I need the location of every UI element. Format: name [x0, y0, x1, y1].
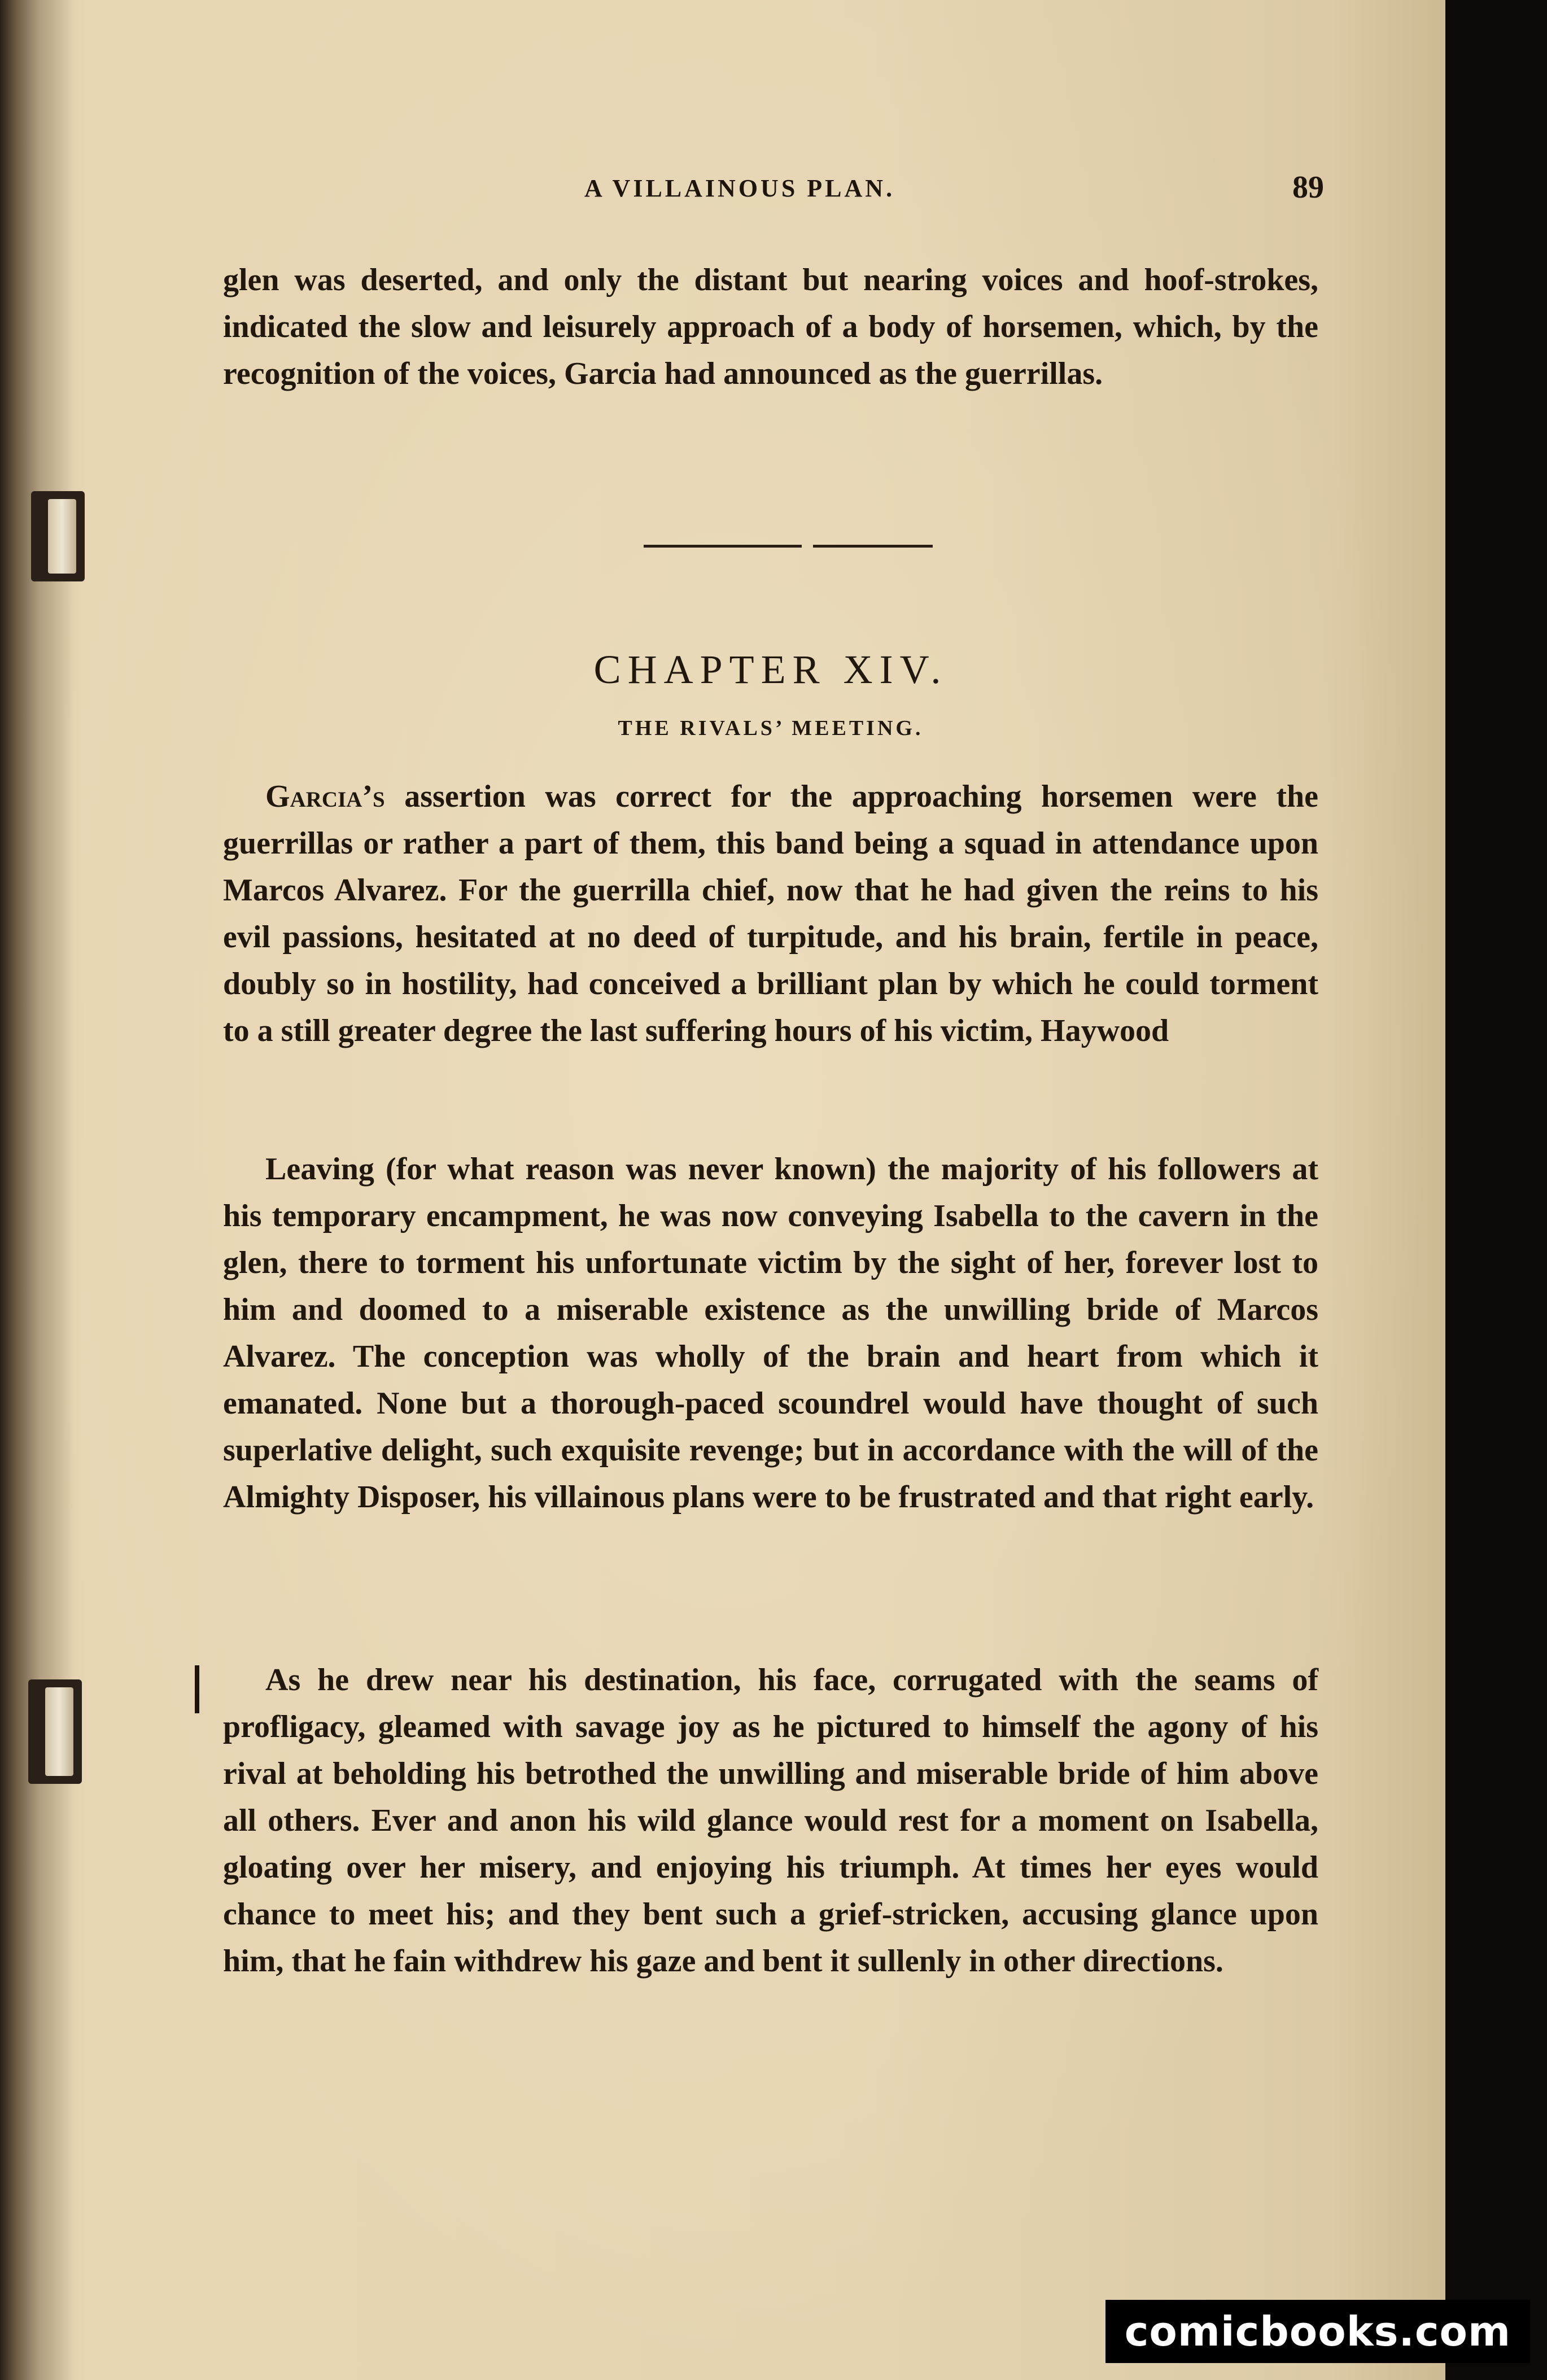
running-head	[223, 169, 1324, 215]
paragraph-2	[223, 773, 1318, 1055]
paragraph-2-body: assertion was correct for the approaching horsemen were the guerrillas or rather a part of them, this band being a squad in attendance upon Marcos Alvarez. For the guerrilla chief, now that he had given the reins to his evil passions, hesitated at no deed of turpitude, and his brain, fertile in peace, doubly so in hostility, had conceived a brilliant plan by which he could torment to a still greater degree the last suffering hours of his victim, Haywood	[223, 779, 1318, 1048]
chapter-title: CHAPTER XIV.	[593, 647, 948, 692]
section-rule-left	[644, 545, 802, 548]
page-number: 89	[1292, 170, 1324, 205]
spine-shadow	[0, 0, 73, 2380]
paragraph-1: glen was deserted, and only the distant but nearing voices and hoof-strokes, indicated the slow and leisurely approach of a body of horsemen, which, by the recognition of the voices, Garcia had announced as the guerrillas.	[223, 262, 1318, 391]
margin-mark	[195, 1665, 199, 1713]
binding-tab-bottom	[28, 1679, 82, 1784]
chapter-subtitle: THE RIVALS’ MEETING.	[618, 716, 924, 740]
paragraph-3: Leaving (for what reason was never known) the majority of his followers at his temporary encampment, he was now conveying Isabella to the cavern in the glen, there to torment his unfortunate victim by the sight of her, forever lost to him and doomed to a miserable existence as the unwilling bride of Marcos Alvarez. The conception was wholly of the brain and heart from which it emanated. None but a thorough-paced scoundrel would have thought of such superlative delight, such exquisite revenge; but in accordance with the will of the Almighty Disposer, his villainous plans were to be frustrated and that right early.	[223, 1152, 1318, 1515]
running-head-title: A VILLAINOUS PLAN.	[584, 174, 895, 202]
paragraph-2-lead: Garcia’s	[265, 779, 385, 814]
section-rule-right	[813, 545, 933, 548]
paragraph-4: As he drew near his destination, his face, corrugated with the seams of profligacy, gleamed with savage joy as he pictured to himself the agony of his rival at beholding his betrothed the unwilling and miserable bride of him above all others. Ever and anon his wild glance would rest for a moment on Isabella, gloating over her misery, and enjoying his triumph. At times her eyes would chance to meet his; and they bent such a grief-stricken, accusing glance upon him, that he fain withdrew his gaze and bent it sullenly in other directions.	[223, 1663, 1318, 1979]
watermark: comicbooks.com	[1105, 2300, 1530, 2363]
binding-tab-top	[31, 491, 85, 581]
